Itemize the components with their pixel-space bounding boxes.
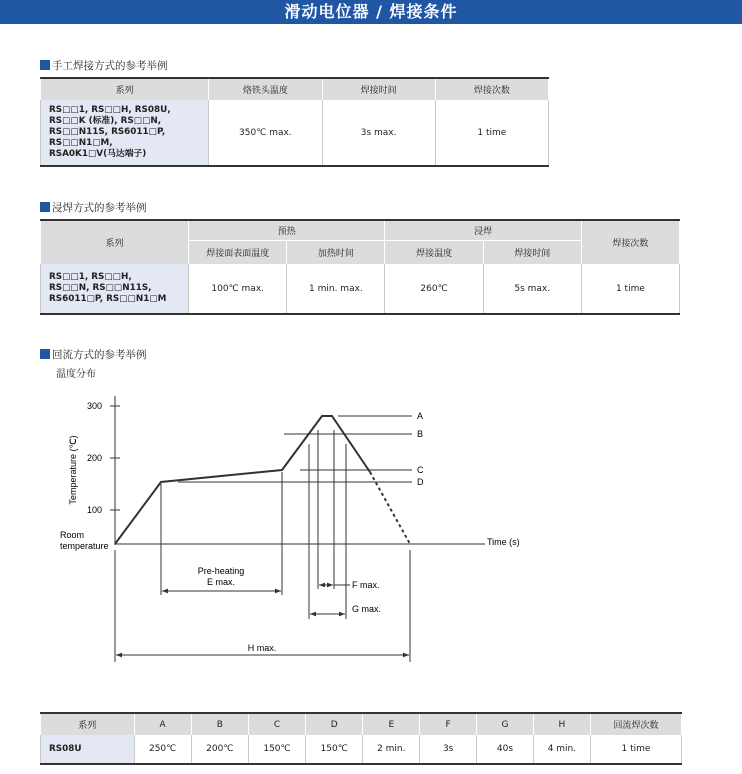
- dip-series-line: RS□□1, RS□□H,: [49, 272, 132, 282]
- dip-heading-text: 浸焊方式的参考举例: [52, 202, 147, 214]
- y-axis-label: Temperature (℃): [68, 435, 78, 505]
- manual-series-line: RS□□N11S, RS6011□P,: [49, 127, 166, 137]
- level-label-d: D: [417, 477, 424, 487]
- reflow-header: D: [306, 713, 363, 735]
- reflow-profile-line: [115, 416, 370, 544]
- dip-subheader-solder-temp: 焊接温度: [385, 240, 483, 264]
- f-label: F max.: [352, 580, 380, 590]
- e-label: E max.: [206, 577, 236, 587]
- page-title: 滑动电位器 / 焊接条件: [0, 0, 742, 24]
- reflow-series-cell: RS08U: [41, 735, 135, 764]
- reflow-header: G: [477, 713, 534, 735]
- manual-series-line: RS□□K (标准), RS□□N,: [49, 116, 162, 126]
- level-label-a: A: [417, 411, 424, 421]
- dip-value-solder-time: 5s max.: [483, 264, 581, 314]
- reflow-header: B: [191, 713, 248, 735]
- manual-series-line: RS□□1, RS□□H, RS08U,: [49, 105, 171, 115]
- g-label: G max.: [352, 604, 382, 614]
- manual-heading-text: 手工焊接方式的参考举例: [52, 60, 168, 72]
- reflow-table: [40, 712, 682, 765]
- manual-time-value: 3s max.: [322, 100, 435, 166]
- manual-header-temp: 烙铁头温度: [209, 78, 322, 100]
- dip-header-count: 焊接次数: [581, 220, 679, 264]
- dip-value-solder-temp: 260℃: [385, 264, 483, 314]
- reflow-value-h: 4 min.: [533, 735, 590, 764]
- dip-value-count: 1 time: [581, 264, 679, 314]
- reflow-value-d: 150℃: [306, 735, 363, 764]
- x-axis-label: Time (s): [487, 537, 520, 547]
- reflow-sublabel: 温度分布: [56, 369, 96, 380]
- level-label-c: C: [417, 465, 424, 475]
- reflow-header: A: [134, 713, 191, 735]
- reflow-header: 回流焊次数: [590, 713, 681, 735]
- manual-temp-value: 350℃ max.: [209, 100, 322, 166]
- reflow-value-b: 200℃: [191, 735, 248, 764]
- preheat-label: Pre-heating: [197, 566, 245, 576]
- reflow-value-a: 250℃: [134, 735, 191, 764]
- dip-subheader-solder-time: 焊接时间: [483, 240, 581, 264]
- y-tick-label: 300: [86, 401, 102, 411]
- reflow-value-e: 2 min.: [363, 735, 420, 764]
- room-label: temperature: [60, 541, 109, 551]
- reflow-header: F: [420, 713, 477, 735]
- dip-header-dip: 浸焊: [385, 220, 581, 240]
- reflow-header: E: [363, 713, 420, 735]
- manual-header-count: 焊接次数: [435, 78, 548, 100]
- dip-header-series: 系列: [41, 220, 189, 264]
- room-label: Room: [60, 530, 85, 540]
- manual-series-line: RSA0K1□V(马达端子): [49, 149, 147, 159]
- dip-header-preheat: 预热: [189, 220, 385, 240]
- reflow-header: C: [248, 713, 305, 735]
- manual-header-series: 系列: [41, 78, 209, 100]
- dip-value-surface-temp: 100℃ max.: [189, 264, 287, 314]
- y-tick-label: 100: [86, 505, 102, 515]
- reflow-value-g: 40s: [477, 735, 534, 764]
- reflow-value-c: 150℃: [248, 735, 305, 764]
- dip-subheader-heating-time: 加热时间: [287, 240, 385, 264]
- y-tick-label: 200: [86, 453, 102, 463]
- dip-series-line: RS□□N, RS□□N11S,: [49, 283, 152, 293]
- reflow-cooling-line: [370, 472, 410, 544]
- manual-series-line: RS□□N1□M,: [49, 138, 113, 148]
- manual-header-time: 焊接时间: [322, 78, 435, 100]
- reflow-value-f: 3s: [420, 735, 477, 764]
- reflow-header: H: [533, 713, 590, 735]
- dip-series-line: RS6011□P, RS□□N1□M: [49, 294, 167, 304]
- reflow-heading-text: 回流方式的参考举例: [52, 349, 147, 361]
- dip-subheader-surface-temp: 焊接面表面温度: [189, 240, 287, 264]
- h-label: H max.: [247, 643, 277, 653]
- reflow-value-count: 1 time: [590, 735, 681, 764]
- manual-count-value: 1 time: [435, 100, 548, 166]
- level-label-b: B: [417, 429, 424, 439]
- dip-value-heating-time: 1 min. max.: [287, 264, 385, 314]
- reflow-header: 系列: [41, 713, 135, 735]
